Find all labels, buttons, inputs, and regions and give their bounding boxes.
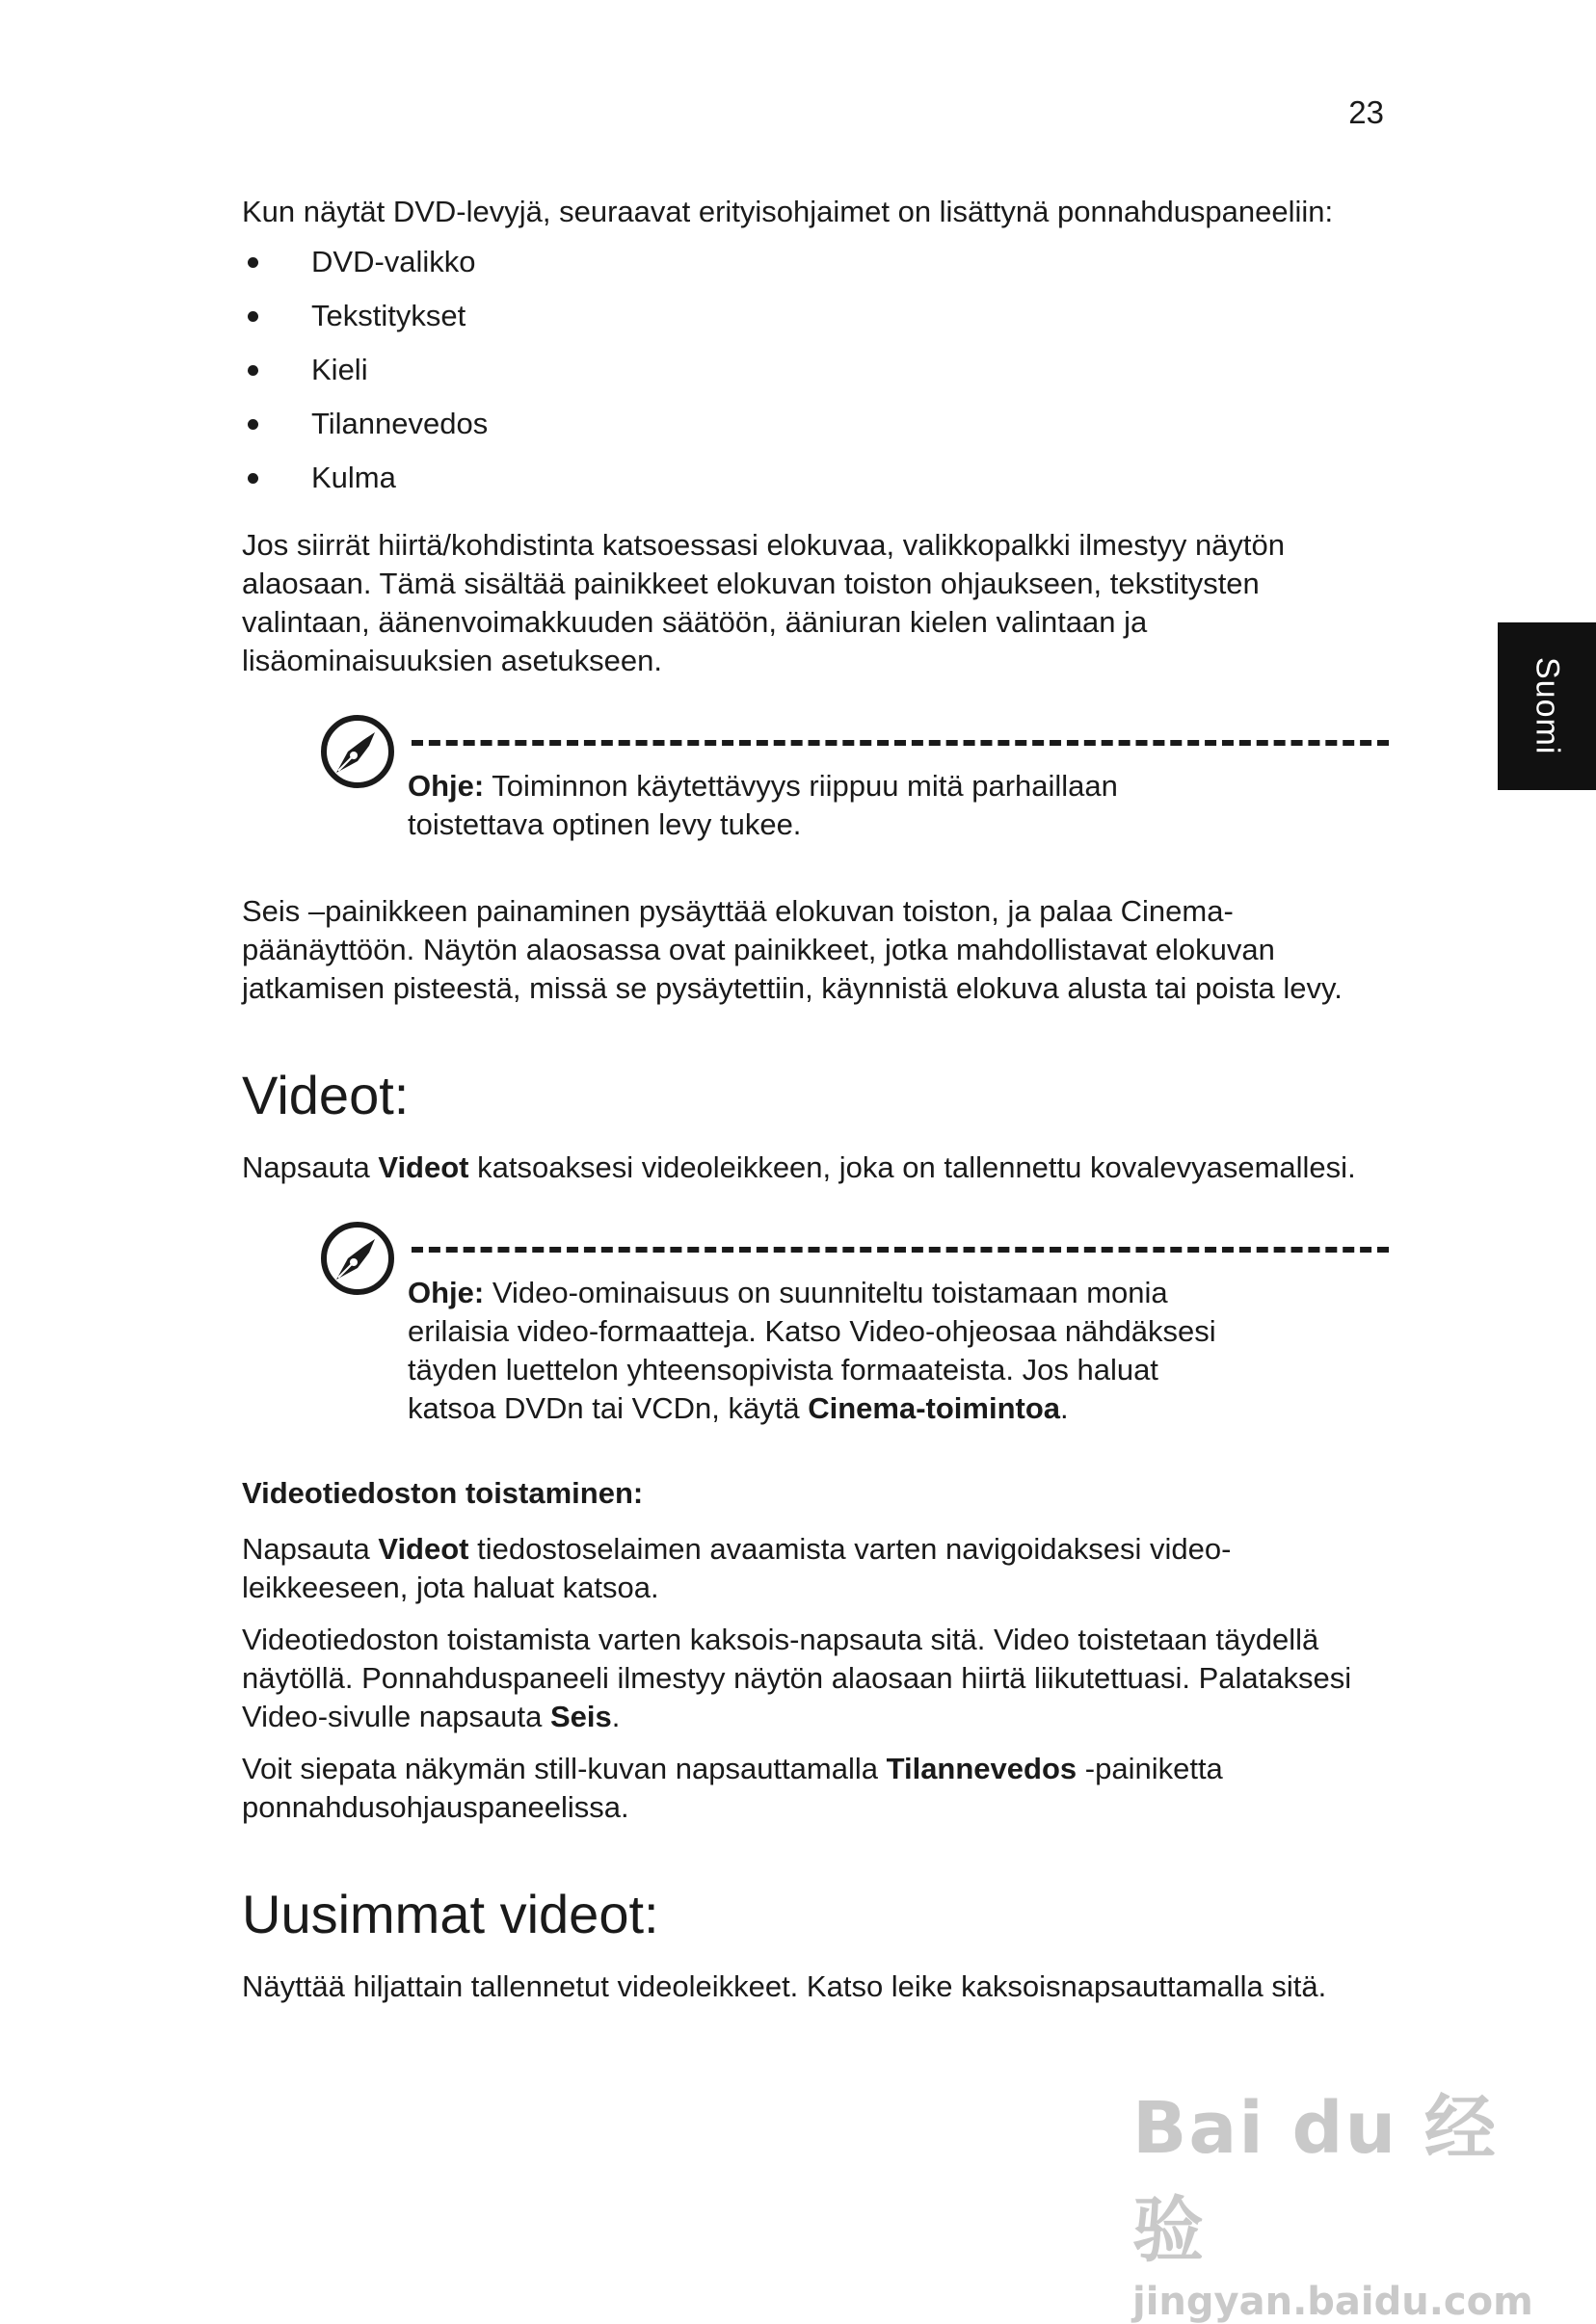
dvd-controls-list <box>242 243 1389 513</box>
text-run: tiedostoselaimen avaamista varten navigoidaksesi video-leikkeeseen, jota haluat katsoa. <box>242 1532 1232 1604</box>
menu-bar-paragraph: Jos siirrät hiirtä/kohdistinta katsoessasi elokuvaa, valikkopalkki ilmestyy näytön alaosaan. Tämä sisältää painikkeet elokuvan toiston ohjaukseen, tekstitysten valintaan, äänenvoimakkuuden säätöön, ääniuran kielen valintaan ja lisäominaisuuksien asetukseen. <box>242 528 1286 677</box>
note-pen-icon <box>319 713 396 790</box>
playback-paragraph-1 <box>242 1530 1389 1607</box>
watermark-logo-text: Bai du 经验 <box>1132 2087 1498 2272</box>
text-run: Napsauta <box>242 1532 379 1566</box>
section-heading-videot: Videot: <box>242 1065 410 1125</box>
bold-term: Videot <box>378 1532 469 1566</box>
note-dashed-rule <box>412 1247 1389 1253</box>
recent-paragraph: Näyttää hiljattain tallennetut videoleikkeet. Katso leike kaksoisnapsauttamalla sitä. <box>242 1969 1327 2003</box>
subheading-playback: Videotiedoston toistaminen: <box>242 1476 644 1510</box>
section-heading-recent: Uusimmat videot: <box>242 1884 659 1944</box>
note-end: . <box>1060 1391 1069 1425</box>
baidu-watermark <box>1132 2072 1533 2324</box>
list-item: Tilannevedos <box>242 405 1389 459</box>
note-label: Ohje: <box>408 769 485 803</box>
bold-term: Tilannevedos <box>886 1752 1077 1785</box>
videot-paragraph <box>242 1149 1389 1187</box>
language-side-tab <box>1498 622 1596 790</box>
text-run: Videotiedoston toistamista varten kaksois-napsauta sitä. Video toistetaan täydellä näytöllä. Ponnahduspaneeli ilmestyy näytön alaosaan hiirtä liikutettuasi. Palataksesi Video-sivulle napsauta <box>242 1623 1352 1733</box>
list-item: Kieli <box>242 351 1389 405</box>
intro-paragraph: Kun näytät DVD-levyjä, seuraavat erityisohjaimet on lisättynä ponnahduspaneeliin: <box>242 195 1334 228</box>
note-box-2 <box>319 1220 1389 1428</box>
bold-term: Videot <box>378 1150 469 1184</box>
document-body <box>242 193 1389 2006</box>
playback-paragraph-3 <box>242 1750 1389 1827</box>
text-run: . <box>611 1700 621 1733</box>
note-pen-icon <box>319 1220 396 1297</box>
note-body: Video-ominaisuus on suunniteltu toistamaan monia erilaisia video-formaatteja. Katso Video-ohjeosaa nähdäksesi täyden luettelon yhteensopivista formaateista. Jos haluat katsoa DVDn tai VCDn, käytä <box>408 1276 1216 1425</box>
playback-paragraph-2 <box>242 1621 1389 1736</box>
text-run: katsoaksesi videoleikkeen, joka on tallennettu kovalevyasemallesi. <box>468 1150 1356 1184</box>
list-item: Kulma <box>242 459 1389 513</box>
note-box-1 <box>319 713 1389 844</box>
text-run: -painiketta ponnahdusohjauspaneelissa. <box>242 1752 1223 1824</box>
note-text <box>319 713 1237 844</box>
text-run: Voit siepata näkymän still-kuvan napsauttamalla <box>242 1752 887 1785</box>
bold-term: Cinema-toimintoa <box>808 1391 1061 1425</box>
page-number: 23 <box>1348 94 1384 130</box>
bold-term: Seis <box>549 1700 612 1733</box>
note-body: Toiminnon käytettävyys riippuu mitä parhaillaan toistettava optinen levy tukee. <box>408 769 1118 841</box>
note-dashed-rule <box>412 740 1389 746</box>
stop-paragraph: Seis –painikkeen painaminen pysäyttää elokuvan toiston, ja palaa Cinema-päänäyttöön. Näytön alaosassa ovat painikkeet, jotka mahdollistavat elokuvan jatkamisen pisteestä, missä se pysäytettiin, käynnistä elokuva alusta tai poista levy. <box>242 894 1343 1005</box>
list-item: Tekstitykset <box>242 297 1389 351</box>
note-label: Ohje: <box>408 1276 485 1309</box>
text-run: Napsauta <box>242 1150 379 1184</box>
language-side-tab-label: Suomi <box>1529 657 1566 755</box>
list-item: DVD-valikko <box>242 243 1389 297</box>
watermark-url: jingyan.baidu.com <box>1132 2280 1533 2324</box>
